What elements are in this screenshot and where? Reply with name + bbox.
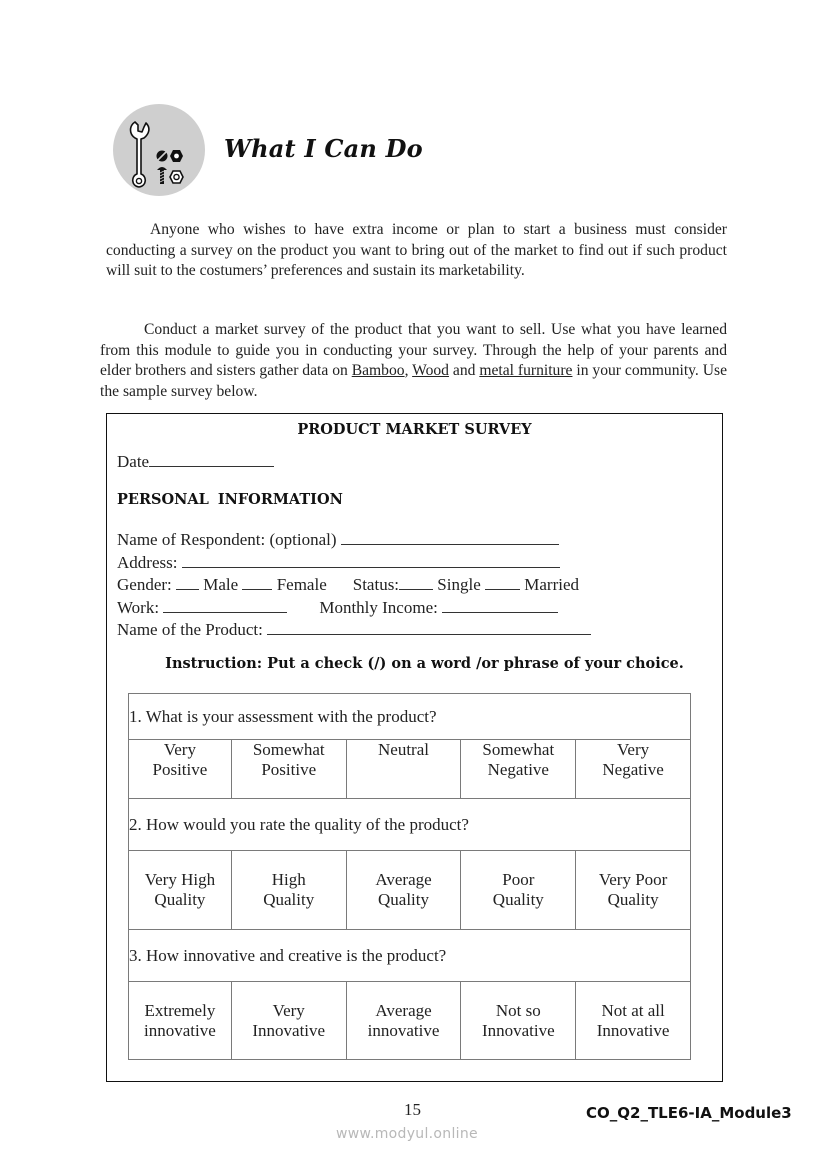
option-line: Not so: [495, 1000, 541, 1020]
option-line: Innovative: [481, 1020, 555, 1040]
option-line: Somewhat: [252, 740, 325, 759]
page-number: 15: [404, 1100, 421, 1119]
work-income-field: [117, 598, 558, 618]
option-line: Quality: [378, 890, 430, 909]
option-cell[interactable]: [576, 982, 691, 1060]
option-cell[interactable]: [346, 982, 461, 1060]
section-title: What I Can Do: [224, 134, 423, 163]
option-cell[interactable]: [461, 740, 576, 799]
option-line: Average: [375, 870, 432, 889]
female-blank[interactable]: [242, 575, 272, 590]
option-line: Innovative: [596, 1020, 670, 1040]
address-field: [117, 553, 560, 573]
option-line: Quality: [492, 890, 544, 909]
date-blank[interactable]: [149, 452, 274, 467]
option-line: Not at all: [601, 1000, 665, 1020]
option-line: Negative: [487, 760, 549, 779]
respondent-blank[interactable]: [341, 530, 559, 545]
respondent-label: Name of Respondent: (optional): [117, 530, 341, 549]
married-label: Married: [520, 575, 580, 594]
underlined-wood: Wood: [412, 362, 449, 380]
connector-text: and: [448, 362, 480, 380]
option-cell[interactable]: [576, 740, 691, 799]
male-label: Male: [199, 575, 243, 594]
question-row: [129, 799, 691, 851]
gender-status-field: [117, 575, 579, 595]
product-name-field: [117, 620, 591, 640]
options-row: [129, 851, 691, 930]
option-line: Poor: [502, 870, 535, 889]
underlined-metal-furniture: metal furniture: [479, 362, 573, 380]
instruction-paragraph: [100, 320, 727, 402]
intro-paragraph-text: Anyone who wishes to have extra income or plan to start a business must consider conducting a survey on the product you want to bring out of the market to find out if such product will suit to the costumers’ preferences and sustain its marketability.: [106, 221, 727, 280]
option-line: Quality: [607, 890, 659, 909]
address-label: Address:: [117, 553, 182, 572]
module-code: CO_Q2_TLE6-IA_Module3: [586, 1104, 792, 1122]
option-cell[interactable]: [129, 982, 232, 1060]
option-line: High: [271, 870, 306, 889]
question-row: [129, 930, 691, 982]
survey-questions-table: [128, 693, 691, 1060]
question-2-text: 2. How would you rate the quality of the product?: [129, 799, 691, 851]
option-line: Very High: [144, 870, 216, 889]
option-line: Quality: [263, 890, 315, 909]
option-line: Average: [375, 1000, 432, 1020]
married-blank[interactable]: [485, 575, 520, 590]
option-line: innovative: [367, 1020, 440, 1040]
male-blank[interactable]: [176, 575, 199, 590]
option-cell[interactable]: [346, 740, 461, 799]
option-line: Innovative: [252, 1020, 326, 1040]
options-row: [129, 740, 691, 799]
wrench-and-bolts-icon: [113, 104, 205, 196]
status-label: Status:: [352, 575, 400, 594]
option-line: Extremely: [144, 1000, 216, 1020]
income-label: Monthly Income:: [319, 598, 443, 617]
check-instruction: Instruction: Put a check (/) on a word /or phrase of your choice.: [165, 655, 684, 672]
tools-icon-graphic: [113, 104, 205, 196]
option-line: Positive: [152, 760, 208, 779]
date-label: Date: [117, 452, 150, 471]
option-cell[interactable]: [231, 740, 346, 799]
single-blank[interactable]: [399, 575, 433, 590]
option-cell[interactable]: [576, 851, 691, 930]
option-cell[interactable]: [461, 982, 576, 1060]
female-label: Female: [272, 575, 327, 594]
option-line: Quality: [154, 890, 206, 909]
question-row: [129, 694, 691, 740]
option-line: Positive: [261, 760, 317, 779]
option-cell[interactable]: [231, 982, 346, 1060]
option-cell[interactable]: [346, 851, 461, 930]
option-cell[interactable]: [129, 851, 232, 930]
option-line: Very: [272, 1000, 305, 1020]
watermark: www.modyul.online: [336, 1126, 478, 1142]
option-line: innovative: [144, 1020, 216, 1040]
option-cell[interactable]: [461, 851, 576, 930]
date-field: [117, 452, 274, 472]
option-line: Somewhat: [482, 740, 555, 759]
option-cell[interactable]: [129, 740, 232, 799]
options-row: [129, 982, 691, 1060]
question-1-text: 1. What is your assessment with the product?: [129, 694, 691, 740]
option-line: Negative: [602, 760, 664, 779]
option-line: Very: [163, 740, 196, 759]
option-line: Very Poor: [598, 870, 668, 889]
work-blank[interactable]: [163, 598, 287, 613]
product-blank[interactable]: [267, 620, 591, 635]
instruction-paragraph-text: Conduct a market survey of the product that you want to sell. Use what you have learned from this module to guide you in conducting your survey. Through the help of your parents and elder brothers and sisters gather data on: [100, 321, 727, 380]
income-blank[interactable]: [442, 598, 558, 613]
instruction-paragraph-end: in your community. Use the sample survey below.: [100, 362, 728, 400]
single-label: Single: [433, 575, 485, 594]
product-label: Name of the Product:: [117, 620, 268, 639]
option-cell[interactable]: [231, 851, 346, 930]
underlined-bamboo: Bamboo: [351, 362, 405, 380]
address-blank[interactable]: [182, 553, 560, 568]
gender-label: Gender:: [117, 575, 177, 594]
separator-text: ,: [404, 362, 413, 380]
option-line: Neutral: [378, 740, 429, 759]
work-label: Work:: [117, 598, 164, 617]
survey-title: PRODUCT MARKET SURVEY: [297, 421, 532, 438]
intro-paragraph: [106, 220, 727, 282]
question-3-text: 3. How innovative and creative is the product?: [129, 930, 691, 982]
personal-information-heading: PERSONAL INFORMATION: [117, 491, 343, 508]
respondent-field: [117, 530, 559, 550]
option-line: Very: [617, 740, 650, 759]
